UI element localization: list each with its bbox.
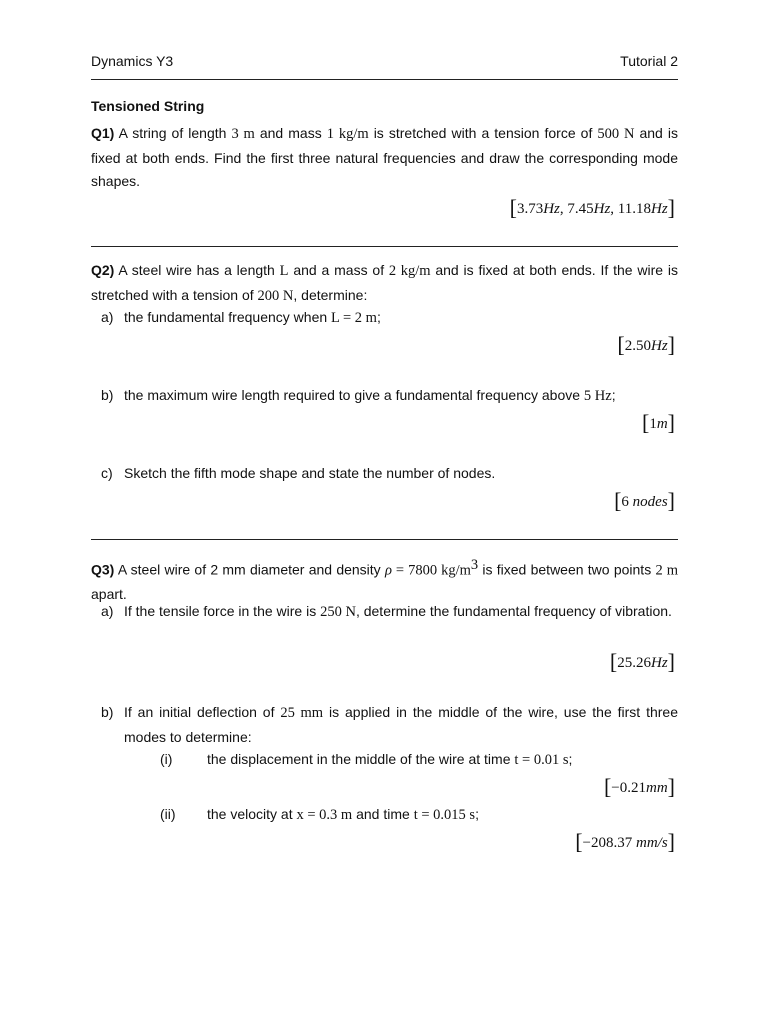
q1-label: Q1) — [91, 125, 115, 141]
q3-text: apart. — [91, 586, 127, 603]
q3-text: A steel wire of 2 mm diameter and density — [114, 561, 385, 578]
q2-text: A steel wire has a length — [114, 262, 280, 278]
q3a-answer: [25.26Hz] — [609, 649, 675, 674]
q1-text: and is fixed at both ends. Find the first three natural frequencies and draw the corresponding mode shapes. — [91, 125, 679, 189]
q3bi-answer: [−0.21mm] — [603, 774, 675, 799]
part-math: 25 mm — [280, 705, 324, 721]
q1-text: A string of length — [114, 125, 232, 141]
part-math: L = 2 m — [331, 310, 377, 326]
section-title: Tensioned String — [91, 98, 205, 114]
part-math: 5 Hz — [583, 388, 612, 404]
part-math: 250 N — [320, 604, 356, 620]
part-label: c) — [101, 465, 113, 481]
density-symbol: ρ — [384, 562, 392, 579]
q2c-answer: [6 nodes] — [614, 488, 675, 513]
part-label: a) — [101, 603, 114, 619]
question-3: Q3) A steel wire of 2 mm diameter and density ρ = 7800 $kg/m^3$ is fixed between two points 2 m apart. — [91, 557, 678, 603]
tutorial-label: Tutorial 2 — [620, 53, 678, 69]
question-2 — [91, 259, 678, 308]
q1-mass: 1 kg/m — [326, 126, 369, 142]
q2-text: and a mass of — [288, 262, 389, 278]
part-label: b) — [101, 387, 114, 403]
header-rule — [91, 79, 678, 80]
part-text: If the tensile force in the wire is — [124, 603, 321, 619]
question-1 — [91, 122, 678, 194]
subpart-label: (i) — [160, 751, 173, 767]
q2-text: , determine: — [293, 286, 368, 303]
course-title: Dynamics Y3 — [91, 53, 174, 69]
q1-text: and mass — [254, 125, 327, 141]
part-text: the fundamental frequency when — [124, 309, 332, 325]
q3-span: 2 m — [655, 562, 678, 579]
subpart-math: t = 0.01 s — [514, 752, 569, 768]
q1-answer: [3.73Hz, 7.45Hz, 11.18Hz] — [509, 195, 675, 220]
part-text: If an initial deflection of — [124, 704, 281, 720]
part-text: , determine the fundamental frequency of vibration. — [355, 603, 672, 619]
q3-label: Q3) — [91, 561, 115, 578]
q2-text: and is fixed at both ends. If the wire is stretched with a tension of — [91, 262, 679, 303]
q3-text: is fixed between two points — [478, 561, 656, 578]
q2-label: Q2) — [91, 262, 115, 278]
part-text: the maximum wire length required to give a fundamental frequency above — [124, 387, 584, 403]
q1-length: 3 m — [231, 126, 255, 142]
q3bii-answer: [−208.37 mm/s] — [575, 829, 675, 854]
q1-divider — [91, 246, 678, 247]
subpart-math: x = 0.3 m — [296, 807, 353, 823]
q1-text: is stretched with a tension force of — [368, 125, 598, 141]
part-label: b) — [101, 704, 114, 720]
part-text: Sketch the fifth mode shape and state the number of nodes. — [124, 465, 496, 481]
part-text: is applied in the middle of the wire, use the first three modes to determine: — [124, 704, 679, 745]
subpart-text: the velocity at — [207, 806, 297, 822]
subpart-label: (ii) — [160, 806, 176, 822]
part-label: a) — [101, 309, 114, 325]
q1-tension: 500 N — [597, 126, 635, 142]
q3-density: = 7800 kg/m — [391, 562, 471, 579]
subpart-math: t = 0.015 s — [413, 807, 476, 823]
q2b-answer: [1m] — [642, 410, 675, 435]
page-header — [91, 53, 678, 73]
q2-tension: 200 N — [257, 287, 294, 304]
q2-mass: 2 kg/m — [388, 263, 431, 279]
q2-divider — [91, 539, 678, 540]
q2-length: L — [279, 263, 289, 279]
subpart-text: the displacement in the middle of the wire at time — [207, 751, 515, 767]
q2a-answer: [2.50Hz] — [617, 332, 675, 357]
